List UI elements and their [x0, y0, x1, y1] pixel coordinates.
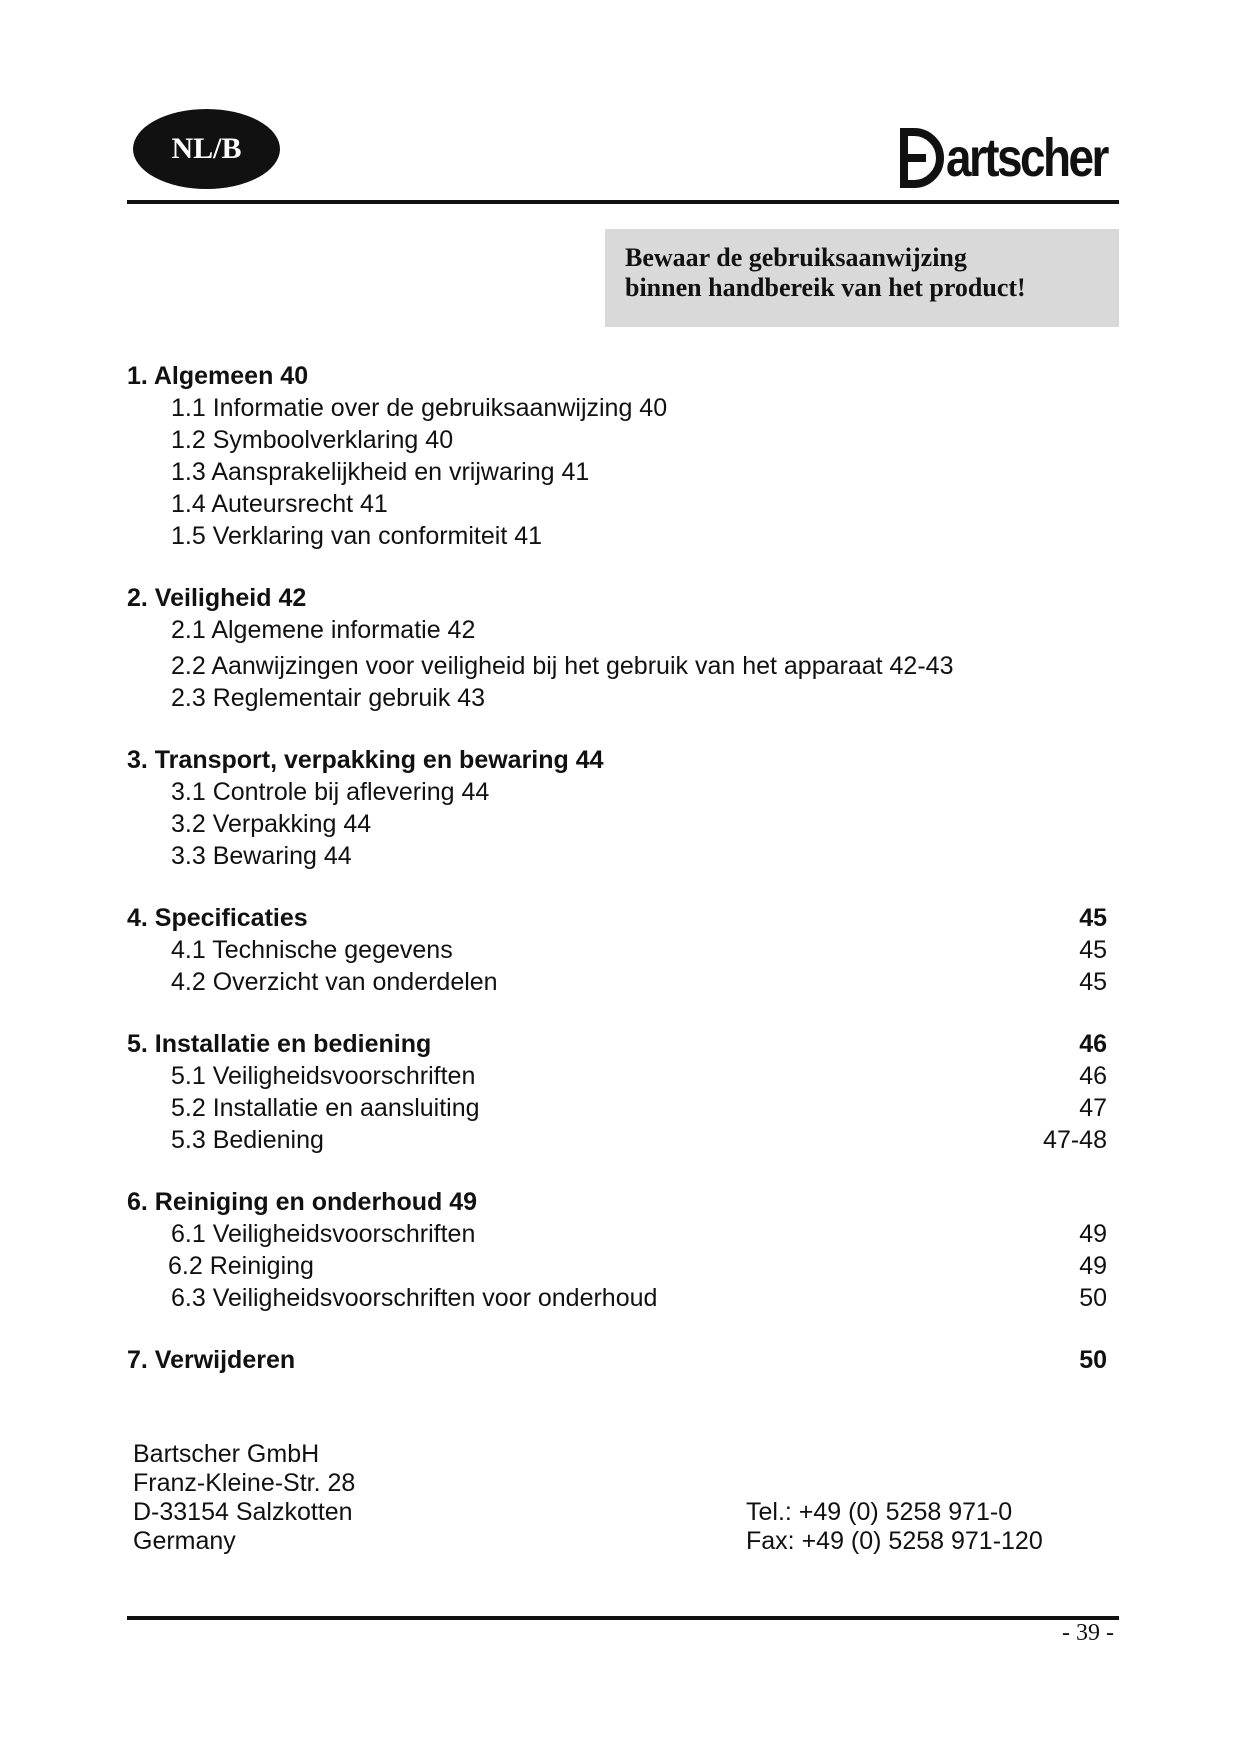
language-badge: NL/B	[133, 109, 280, 189]
toc-item[interactable]	[127, 808, 1107, 840]
toc-item[interactable]	[127, 966, 1107, 998]
company-name: Bartscher GmbH	[133, 1440, 320, 1468]
toc-item-label: 3.2 Verpakking 44	[171, 810, 372, 838]
toc-heading[interactable]	[127, 1344, 1107, 1376]
page-number: - 39 -	[1062, 1620, 1114, 1646]
company-contact	[746, 1498, 1043, 1556]
toc-item-label: 4.2 Overzicht van onderdelen	[171, 968, 498, 996]
toc-item[interactable]	[127, 614, 1107, 646]
toc-section-2	[127, 582, 1107, 714]
toc-item-label: 1.2 Symboolverklaring 40	[171, 426, 454, 454]
toc-item-label: 6.3 Veiligheidsvoorschriften voor onderhoud	[171, 1284, 658, 1312]
company-address	[133, 1440, 355, 1556]
toc-page-number: 47-48	[1043, 1126, 1107, 1154]
toc-item[interactable]	[127, 1124, 1107, 1156]
toc-section-6	[127, 1186, 1107, 1314]
toc-heading[interactable]	[127, 360, 1107, 392]
toc-item-label: 6.2 Reiniging	[168, 1252, 314, 1280]
logo-text: artscher	[946, 128, 1107, 188]
toc-item-label: 6.1 Veiligheidsvoorschriften	[171, 1220, 476, 1248]
toc-heading[interactable]	[127, 582, 1107, 614]
toc-item[interactable]	[127, 1060, 1107, 1092]
toc-item-label: 5.2 Installatie en aansluiting	[171, 1094, 480, 1122]
toc-heading-label: 2. Veiligheid 42	[127, 584, 307, 612]
toc-page-number: 45	[1079, 904, 1107, 932]
toc-item-label: 1.4 Auteursrecht 41	[171, 490, 388, 518]
keep-manual-notice	[605, 229, 1119, 327]
toc-page-number: 50	[1079, 1346, 1107, 1374]
toc-item[interactable]	[127, 776, 1107, 808]
toc-item-label: 1.3 Aansprakelijkheid en vrijwaring 41	[171, 458, 590, 486]
street-address: Franz-Kleine-Str. 28	[133, 1469, 356, 1497]
toc-item-label: 5.1 Veiligheidsvoorschriften	[171, 1062, 476, 1090]
toc-item[interactable]	[127, 392, 1107, 424]
notice-line-2: binnen handbereik van het product!	[625, 273, 1026, 302]
toc-item-label: 1.1 Informatie over de gebruiksaanwijzing 40	[171, 394, 668, 422]
toc-item[interactable]	[127, 1092, 1107, 1124]
toc-heading-label: 4. Specificaties	[127, 904, 308, 932]
toc-page-number: 47	[1079, 1094, 1107, 1122]
toc-item-label: 3.1 Controle bij aflevering 44	[171, 778, 490, 806]
toc-item[interactable]	[127, 682, 1107, 714]
toc-item[interactable]	[127, 840, 1107, 872]
footer-rule	[127, 1616, 1119, 1620]
toc-page-number: 49	[1079, 1252, 1107, 1280]
toc-heading-label: 1. Algemeen 40	[127, 362, 309, 390]
toc-item[interactable]	[127, 1282, 1107, 1314]
toc-item[interactable]	[127, 456, 1107, 488]
city-address: D-33154 Salzkotten	[133, 1498, 353, 1526]
toc-item[interactable]	[127, 934, 1107, 966]
toc-heading-label: 3. Transport, verpakking en bewaring 44	[127, 746, 604, 774]
toc-heading[interactable]	[127, 1028, 1107, 1060]
toc-item[interactable]	[127, 520, 1107, 552]
toc-heading[interactable]	[127, 902, 1107, 934]
toc-heading-label: 7. Verwijderen	[127, 1346, 296, 1374]
toc-item-label: 2.3 Reglementair gebruik 43	[171, 684, 486, 712]
toc-heading-label: 5. Installatie en bediening	[127, 1030, 432, 1058]
toc-page-number: 45	[1079, 968, 1107, 996]
toc-item-label: 2.2 Aanwijzingen voor veiligheid bij het gebruik van het apparaat 42-43	[171, 652, 954, 680]
toc-item[interactable]	[127, 1218, 1107, 1250]
toc-page-number: 50	[1079, 1284, 1107, 1312]
toc-item-label: 5.3 Bediening	[171, 1126, 324, 1154]
fax: Fax: +49 (0) 5258 971-120	[746, 1527, 1043, 1555]
toc-item-label: 1.5 Verklaring van conformiteit 41	[171, 522, 543, 550]
toc-section-5	[127, 1028, 1107, 1156]
notice-line-1: Bewaar de gebruiksaanwijzing	[625, 243, 967, 272]
table-of-contents	[127, 360, 1107, 1406]
telephone: Tel.: +49 (0) 5258 971-0	[746, 1498, 1013, 1526]
logo-b-mark	[900, 128, 944, 188]
toc-item-label: 3.3 Bewaring 44	[171, 842, 352, 870]
toc-item-label: 4.1 Technische gegevens	[171, 936, 453, 964]
toc-item[interactable]	[127, 1250, 1107, 1282]
toc-item[interactable]	[127, 488, 1107, 520]
bartscher-logo	[900, 122, 1135, 194]
country: Germany	[133, 1527, 236, 1555]
toc-page-number: 49	[1079, 1220, 1107, 1248]
toc-heading[interactable]	[127, 1186, 1107, 1218]
toc-section-7	[127, 1344, 1107, 1376]
toc-page-number: 46	[1079, 1062, 1107, 1090]
toc-item-label: 2.1 Algemene informatie 42	[171, 616, 476, 644]
toc-heading[interactable]	[127, 744, 1107, 776]
toc-item[interactable]	[127, 424, 1107, 456]
header-rule	[127, 200, 1119, 204]
toc-page-number: 45	[1079, 936, 1107, 964]
toc-section-1	[127, 360, 1107, 552]
toc-section-3	[127, 744, 1107, 872]
toc-heading-label: 6. Reiniging en onderhoud 49	[127, 1188, 478, 1216]
toc-item[interactable]	[127, 650, 1107, 682]
toc-section-4	[127, 902, 1107, 998]
toc-page-number: 46	[1079, 1030, 1107, 1058]
